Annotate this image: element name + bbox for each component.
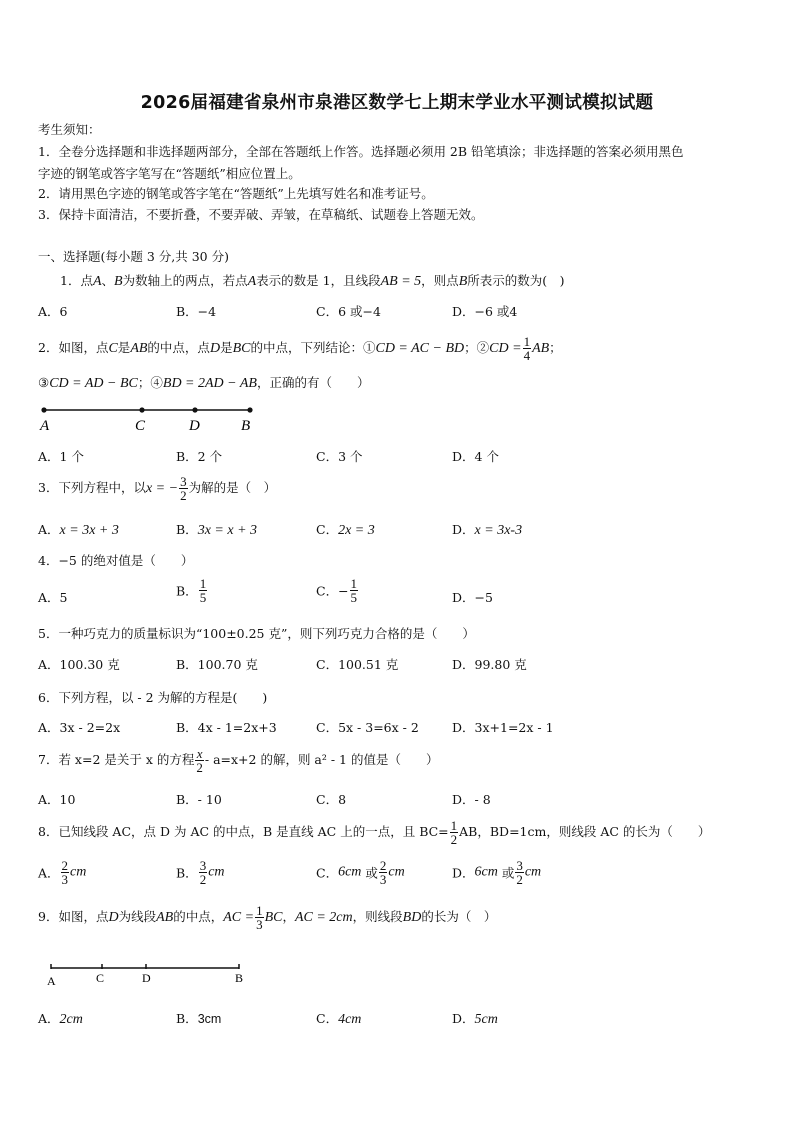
- q2-point-c: [139, 407, 144, 412]
- question-3-stem: 3．下列方程中，以x = − $\frac{3}{2}$ 为解的是（ ）: [38, 474, 277, 503]
- page-title: 2026届福建省泉州市泉港区数学七上期末学业水平测试模拟试题: [140, 93, 654, 113]
- q8-option-c[interactable]: C．6cm 或 $\frac{2}{3}$ cm: [316, 858, 405, 887]
- q9-segment-figure: [40, 960, 250, 990]
- question-5-stem: 5．一种巧克力的质量标识为“100±0.25 克”，则下列巧克力合格的是（ ）: [38, 626, 475, 641]
- q3-option-c[interactable]: C．2x = 3: [316, 522, 375, 538]
- q1-option-d[interactable]: D．−6 或4: [452, 304, 518, 319]
- question-9-stem: 9．如图，点D为线段AB的中点，AC = $\frac{1}{3}$ BC，AC = 2cm，则线段BD的长为（ ）: [38, 903, 497, 932]
- q2-option-d[interactable]: D．4 个: [452, 449, 499, 464]
- q5-option-b[interactable]: B．100.70 克: [176, 657, 258, 672]
- q2-label-b: B: [241, 418, 251, 434]
- q3-option-b[interactable]: B．3x = x + 3: [176, 522, 258, 538]
- q2-label-c: C: [135, 418, 146, 434]
- q1-option-a[interactable]: A．6: [38, 304, 68, 319]
- q2-option-a[interactable]: A．1 个: [38, 449, 84, 464]
- notice-line-1: 1．全卷分选择题和非选择题两部分，全部在答题纸上作答。选择题必须用 2B 铅笔填涂；非选择题的答案必须用黑色: [38, 144, 684, 159]
- question-7-stem: 7．若 x=2 是关于 x 的方程 $\frac{x}{2}$ - a=x+2 的解，则 a² - 1 的值是（ ）: [38, 746, 439, 775]
- q9-option-c[interactable]: C．4cm: [316, 1011, 362, 1027]
- q5-option-c[interactable]: C．100.51 克: [316, 657, 399, 672]
- q2-point-d: [192, 407, 197, 412]
- q2-fraction: $\frac{1}{4}$: [523, 334, 531, 363]
- q6-option-b[interactable]: B．4x - 1=2x+3: [176, 720, 277, 735]
- q4-option-a[interactable]: A．5: [38, 590, 68, 605]
- q3-option-d[interactable]: D．x = 3x-3: [452, 522, 523, 538]
- q8-option-b[interactable]: B． $\frac{3}{2}$ cm: [176, 858, 225, 887]
- q3-option-a[interactable]: A．x = 3x + 3: [38, 522, 119, 538]
- q2-option-b[interactable]: B．2 个: [176, 449, 223, 464]
- question-8-stem: 8．已知线段 AC，点 D 为 AC 的中点，B 是直线 AC 上的一点，且 BC= $\frac{1}{2}$ AB，BD=1cm，则线段 AC 的长为（ ）: [38, 818, 711, 847]
- notice-heading: 考生须知：: [38, 122, 101, 137]
- q6-option-a[interactable]: A．3x - 2=2x: [38, 720, 121, 735]
- q4-option-d[interactable]: D．−5: [452, 590, 493, 605]
- q7-option-a[interactable]: A．10: [38, 792, 76, 807]
- q1-option-c[interactable]: C．6 或−4: [316, 304, 381, 319]
- q7-fraction: $\frac{x}{2}$: [196, 746, 203, 775]
- q7-option-c[interactable]: C．8: [316, 792, 347, 807]
- q5-option-a[interactable]: A．100.30 克: [38, 657, 120, 672]
- q9-label-b: B: [235, 971, 244, 985]
- q5-option-d[interactable]: D．99.80 克: [452, 657, 527, 672]
- q7-option-d[interactable]: D．- 8: [452, 792, 491, 807]
- q6-option-c[interactable]: C．5x - 3=6x - 2: [316, 720, 419, 735]
- notice-line-4: 3．保持卡面清洁，不要折叠，不要弄破、弄皱，在草稿纸、试题卷上答题无效。: [38, 207, 484, 222]
- question-4-stem: 4．−5 的绝对值是（ ）: [38, 553, 194, 568]
- q7-option-b[interactable]: B．- 10: [176, 792, 222, 807]
- q8-option-a[interactable]: A． $\frac{2}{3}$ cm: [38, 858, 87, 887]
- q4-option-b[interactable]: B． $\frac{1}{5}$: [176, 576, 207, 605]
- q8-option-d[interactable]: D．6cm 或 $\frac{3}{2}$ cm: [452, 858, 542, 887]
- q8-fraction: $\frac{1}{2}$: [450, 818, 458, 847]
- q9-option-a[interactable]: A．2cm: [38, 1011, 83, 1027]
- question-1-stem: 1．点A、B为数轴上的两点，若点A表示的数是 1，且线段AB = 5，则点B所表示的数为( ): [60, 273, 565, 289]
- q3-fraction: $\frac{3}{2}$: [180, 474, 187, 503]
- q9-label-d: D: [142, 971, 151, 985]
- q9-option-b[interactable]: B．3cm: [176, 1011, 222, 1026]
- q2-option-c[interactable]: C．3 个: [316, 449, 363, 464]
- q1-option-b[interactable]: B．−4: [176, 304, 217, 319]
- notice-line-3: 2．请用黑色字迹的钢笔或答字笔在“答题纸”上先填写姓名和准考证号。: [38, 186, 434, 201]
- question-2-stem-line2: ③CD = AD − BC；④BD = 2AD − AB，正确的有（ ）: [38, 375, 370, 391]
- notice-line-2: 字迹的钢笔或答字笔写在“答题纸”相应位置上。: [38, 166, 301, 181]
- q4-option-c[interactable]: C．− $\frac{1}{5}$: [316, 576, 358, 605]
- q2-label-d: D: [189, 418, 200, 434]
- question-2-stem-line1: 2．如图，点C是AB的中点，点D是BC的中点，下列结论：①CD = AC − BD；②CD = $\frac{1}{4}$ AB；: [38, 334, 562, 363]
- q9-option-d[interactable]: D．5cm: [452, 1011, 498, 1027]
- q9-fraction: $\frac{1}{3}$: [256, 903, 263, 932]
- q2-point-a: [41, 407, 46, 412]
- q6-option-d[interactable]: D．3x+1=2x - 1: [452, 720, 554, 735]
- question-6-stem: 6．下列方程，以 - 2 为解的方程是( ): [38, 690, 268, 705]
- section-heading: 一、选择题(每小题 3 分,共 30 分): [38, 249, 229, 264]
- q2-segment-figure: [38, 402, 268, 434]
- q2-label-a: A: [40, 418, 50, 434]
- q9-label-c: C: [96, 971, 105, 985]
- q2-point-b: [247, 407, 252, 412]
- q9-label-a: A: [47, 974, 56, 988]
